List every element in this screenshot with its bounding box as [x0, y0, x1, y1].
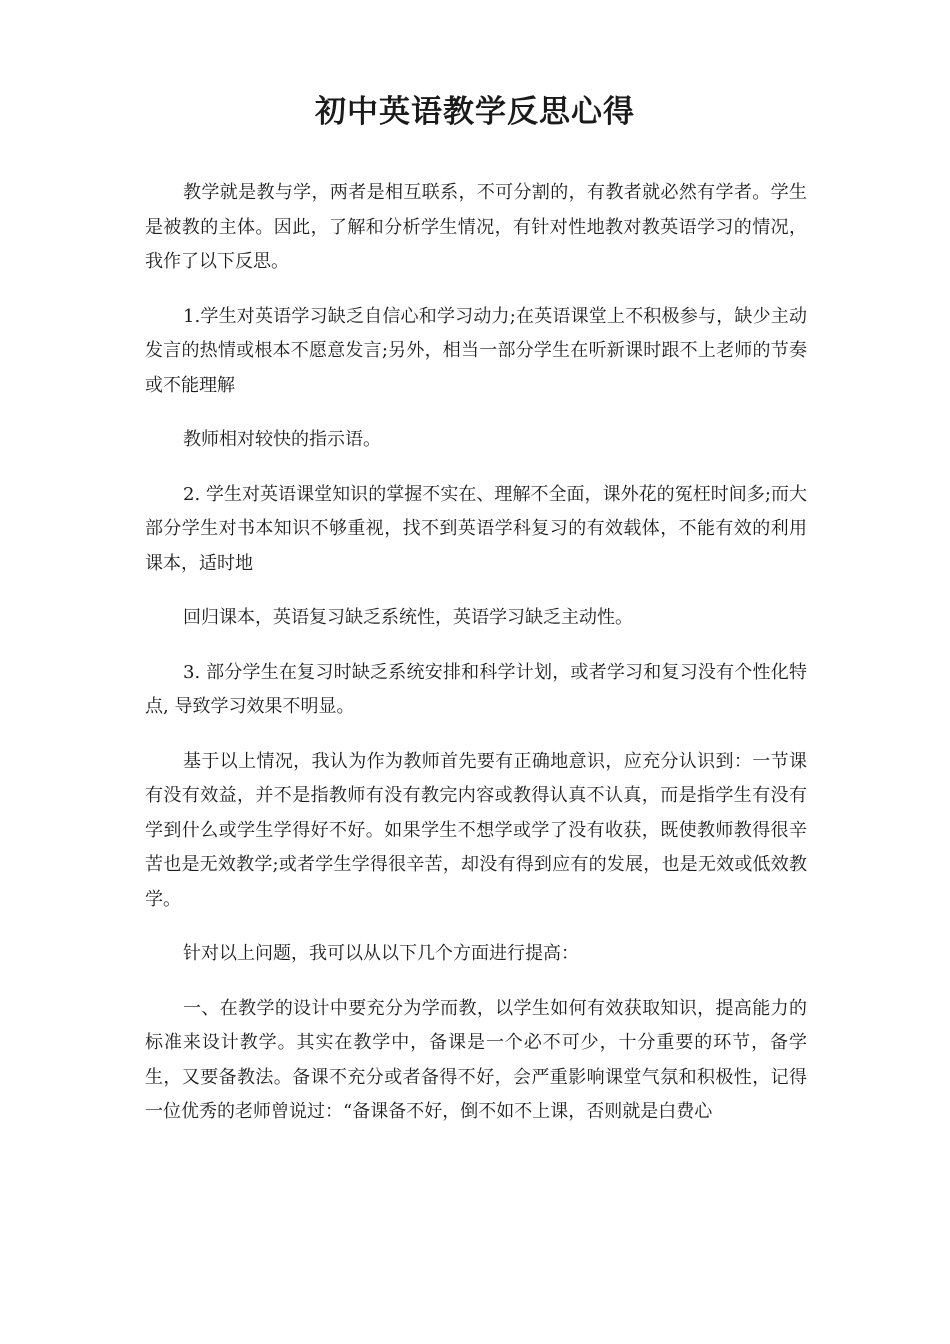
document-title: 初中英语教学反思心得 — [315, 94, 635, 130]
paragraph-point-1-continued: 教师相对较快的指示语。 — [183, 429, 381, 450]
paragraph-point-3: 3. 部分学生在复习时缺乏系统安排和科学计划，或者学习和复习没有个性化特点, 导致学习效果不明显。 — [145, 661, 807, 717]
paragraph-intro: 教学就是教与学，两者是相互联系，不可分割的，有教者就必然有学者。学生是被教的主体。因此，了解和分析学生情况，有针对性地教对教英语学习的情况，我作了以下反思。 — [145, 182, 807, 272]
document-body — [145, 176, 807, 1150]
paragraph-point-2: 2. 学生对英语课堂知识的掌握不实在、理解不全面，课外花的冤枉时间多;而大部分学生对书本知识不够重视，找不到英语学科复习的有效载体，不能有效的利用课本，适时地 — [145, 483, 807, 574]
paragraph-point-1: 1.学生对英语学习缺乏自信心和学习动力;在英语课堂上不积极参与，缺少主动发言的热情或根本不愿意发言;另外，相当一部分学生在听新课时跟不上老师的节奏或不能理解 — [145, 305, 807, 396]
paragraph-improvement-intro: 针对以上问题，我可以从以下几个方面进行提高： — [183, 943, 579, 964]
paragraph-point-2-continued: 回归课本，英语复习缺乏系统性，英语学习缺乏主动性。 — [183, 607, 633, 628]
paragraph-analysis: 基于以上情况，我认为作为教师首先要有正确地意识，应充分认识到：一节课有没有效益，并不是指教师有没有教完内容或教得认真不认真，而是指学生有没有学到什么或学生学得好不好。如果学生不想学或学了没有收获，既使教师教得很辛苦也是无效教学;或者学生学得很辛苦，却没有得到应有的发展，也是无效或低效教学。 — [145, 750, 807, 910]
paragraph-improvement-1: 一、在教学的设计中要充分为学而教，以学生如何有效获取知识，提高能力的标准来设计教学。其实在教学中，备课是一个必不可少，十分重要的环节，备学生，又要备教法。备课不充分或者备得不好，会严重影响课堂气氛和积极性，记得一位优秀的老师曾说过：“备课备不好，倒不如不上课，否则就是白费心 — [145, 997, 807, 1122]
